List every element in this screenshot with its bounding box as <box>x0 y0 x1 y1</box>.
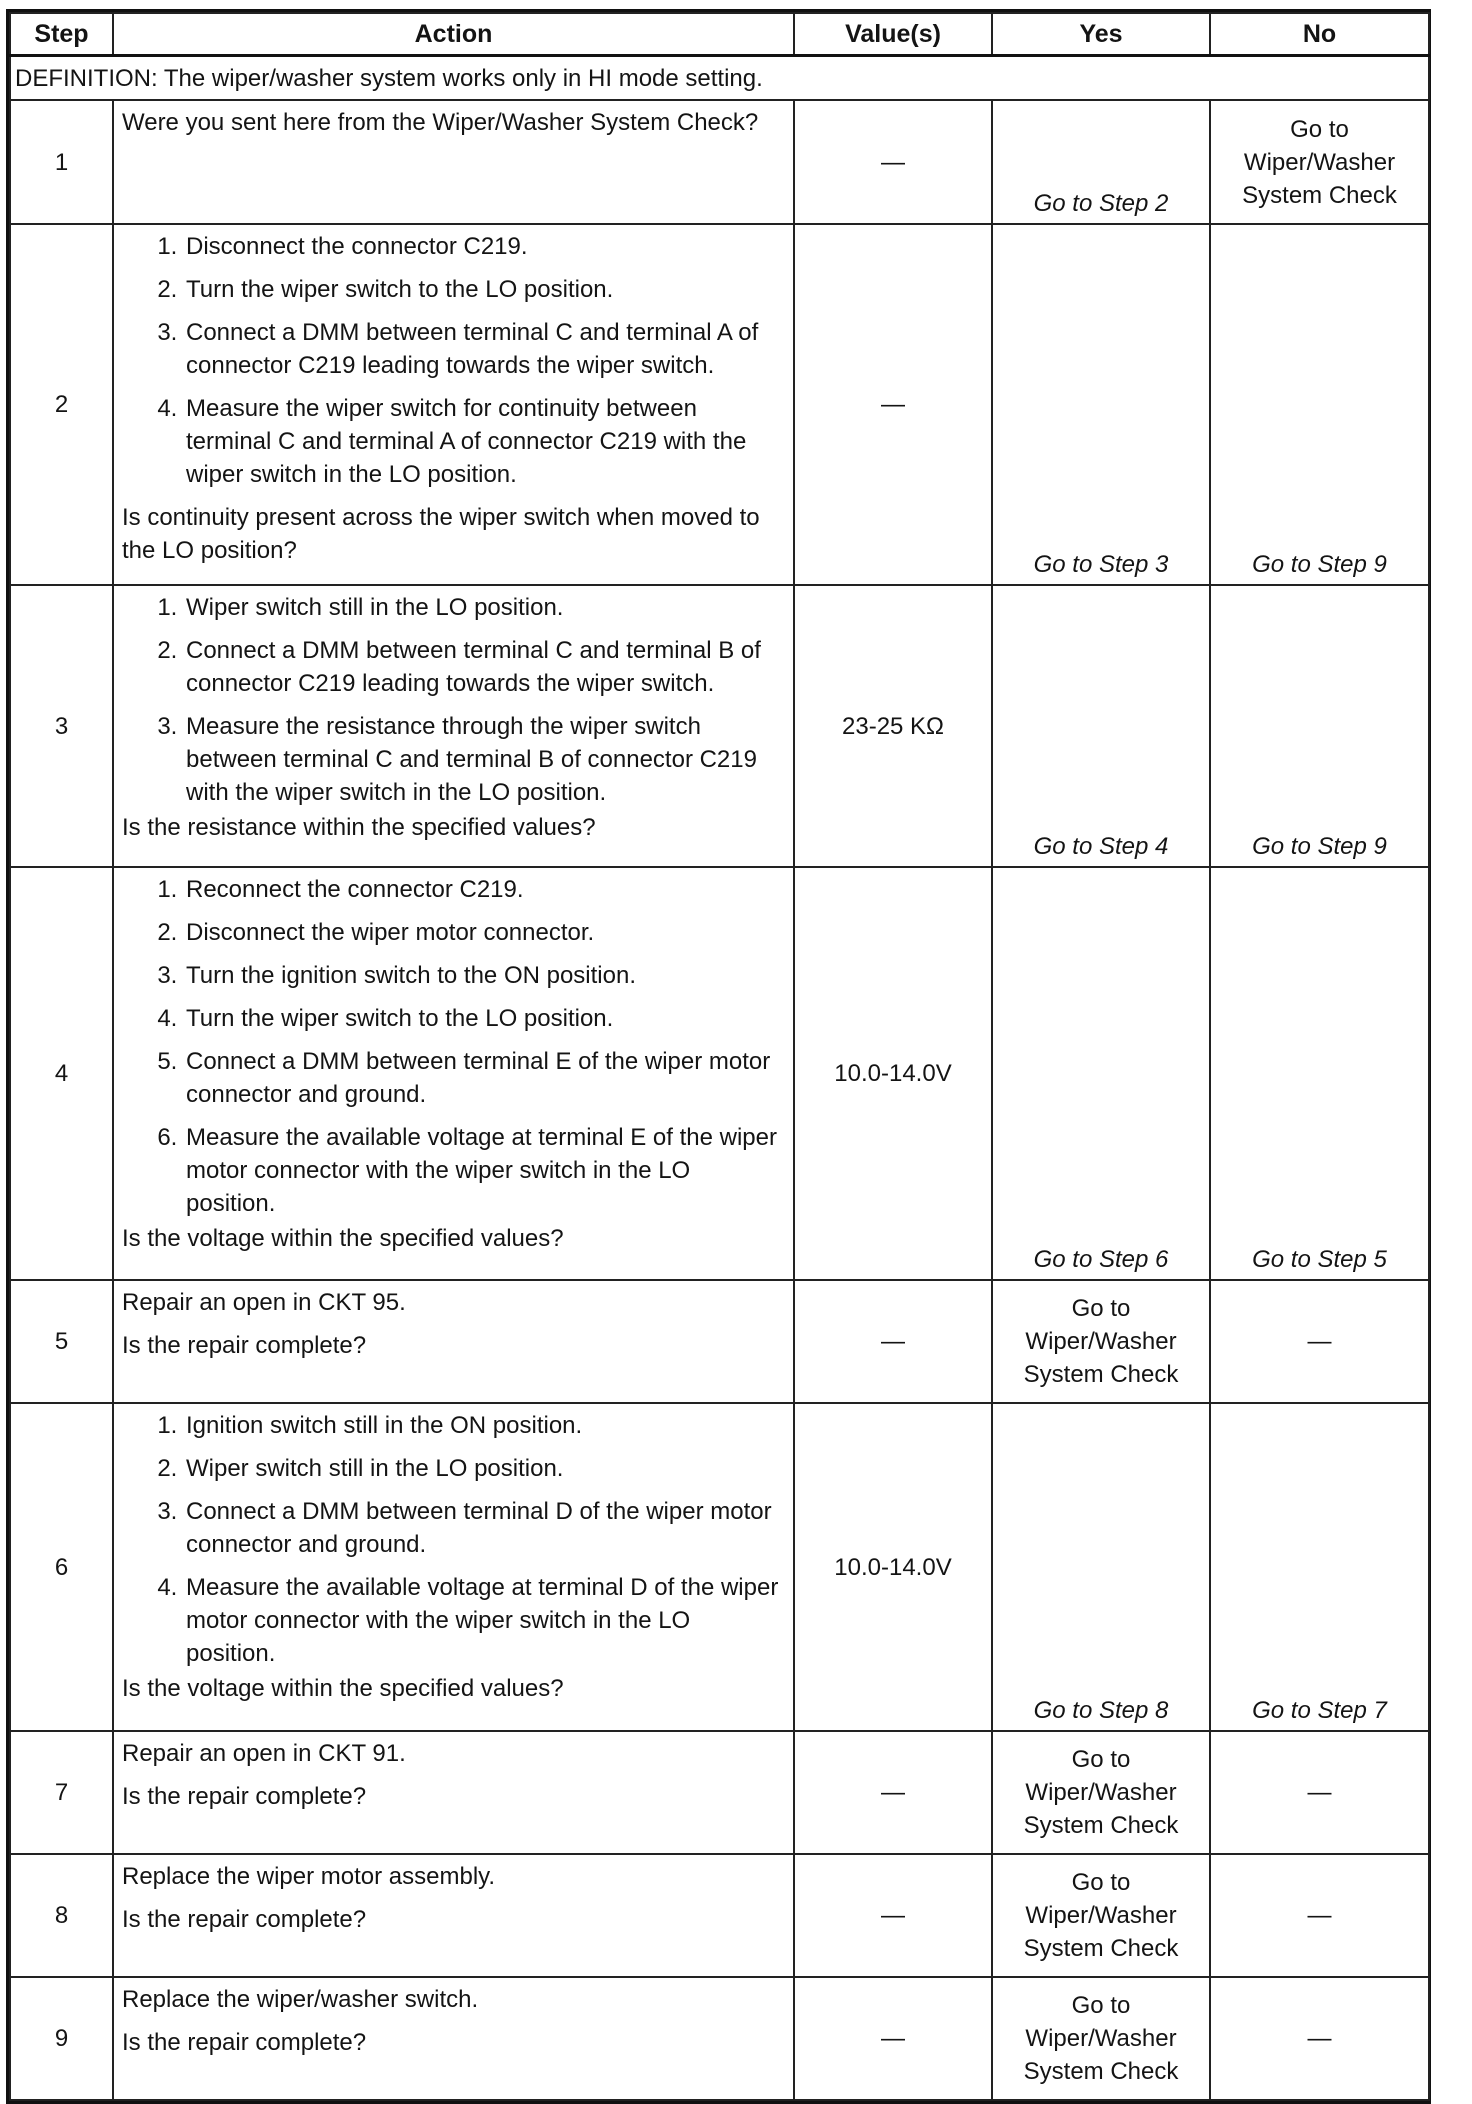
action-item: 2. Wiper switch still in the LO position. <box>184 1452 785 1485</box>
no-cell: — <box>1210 1731 1429 1854</box>
action-cell <box>113 224 794 585</box>
step-number: 5 <box>10 1280 113 1403</box>
no-line: Wiper/Washer <box>1243 148 1396 176</box>
action-item: 1. Disconnect the connector C219. <box>184 230 785 263</box>
header-yes: Yes <box>992 13 1210 56</box>
yes-line: System Check <box>1023 1812 1179 1839</box>
no-goto[interactable]: Go to Step 7 <box>1252 1697 1387 1724</box>
no-line: Go to <box>1290 115 1349 143</box>
yes-cell <box>992 1403 1210 1731</box>
yes-line: System Check <box>1023 1361 1179 1388</box>
yes-goto[interactable]: Go to Step 3 <box>1033 551 1169 578</box>
no-goto[interactable]: Go to Step 9 <box>1252 833 1387 860</box>
step-number: 6 <box>10 1403 113 1731</box>
action-list <box>122 591 785 809</box>
table-row-step-4 <box>10 867 1429 1280</box>
no-cell <box>1210 1403 1429 1731</box>
action-item: 1. Ignition switch still in the ON position. <box>184 1409 785 1442</box>
action-item: 3. Connect a DMM between terminal C and terminal A of connector C219 leading towards the wiper switch. <box>184 316 785 382</box>
yes-line: Go to <box>1071 1746 1131 1773</box>
header-row <box>10 13 1429 56</box>
yes-goto[interactable]: Go to Step 2 <box>1033 190 1169 217</box>
action-line: Repair an open in CKT 95. <box>122 1289 406 1316</box>
step-number: 3 <box>10 585 113 867</box>
value-cell: 23-25 KΩ <box>794 585 992 867</box>
action-cell <box>113 1977 794 2100</box>
yes-cell <box>992 1854 1210 1977</box>
action-line: Replace the wiper/washer switch. <box>122 1986 479 2013</box>
yes-goto[interactable]: Go to Step 8 <box>1033 1697 1169 1724</box>
step-number: 8 <box>10 1854 113 1977</box>
action-cell <box>113 1280 794 1403</box>
yes-goto-system-check[interactable] <box>993 1989 1209 2088</box>
yes-goto[interactable]: Go to Step 6 <box>1033 1246 1169 1273</box>
action-cell <box>113 867 794 1280</box>
yes-line: Wiper/Washer <box>1025 1328 1177 1355</box>
value-cell: — <box>794 1731 992 1854</box>
yes-cell <box>992 224 1210 585</box>
yes-line: System Check <box>1023 2058 1179 2085</box>
diagnostic-table <box>9 12 1430 2101</box>
no-cell <box>1210 585 1429 867</box>
step-number: 1 <box>10 100 113 224</box>
no-goto[interactable]: Go to Step 9 <box>1252 551 1387 578</box>
action-question: Is the repair complete? <box>122 1783 367 1810</box>
action-question: Were you sent here from the Wiper/Washer System Check? <box>122 109 759 136</box>
yes-cell <box>992 867 1210 1280</box>
action-cell <box>113 1854 794 1977</box>
yes-line: System Check <box>1023 1935 1179 1962</box>
yes-goto[interactable]: Go to Step 4 <box>1033 833 1169 860</box>
action-item: 1. Wiper switch still in the LO position. <box>184 591 785 624</box>
action-question: Is the resistance within the specified values? <box>122 814 596 841</box>
header-step: Step <box>10 13 113 56</box>
yes-line: Wiper/Washer <box>1025 2025 1177 2052</box>
step-number: 7 <box>10 1731 113 1854</box>
no-cell <box>1210 100 1429 224</box>
action-question: Is the repair complete? <box>122 1332 367 1359</box>
action-item: 2. Disconnect the wiper motor connector. <box>184 916 785 949</box>
action-list <box>122 230 785 491</box>
diagnostic-table-sheet <box>6 9 1431 2104</box>
yes-cell <box>992 100 1210 224</box>
action-question: Is continuity present across the wiper switch when moved to the LO position? <box>122 504 760 564</box>
yes-cell <box>992 1977 1210 2100</box>
yes-goto-system-check[interactable] <box>993 1292 1209 1391</box>
action-question: Is the repair complete? <box>122 2029 367 2056</box>
value-cell: — <box>794 100 992 224</box>
action-cell <box>113 1403 794 1731</box>
yes-cell <box>992 585 1210 867</box>
table-row-step-6 <box>10 1403 1429 1731</box>
step-number: 2 <box>10 224 113 585</box>
action-line: Replace the wiper motor assembly. <box>122 1863 496 1890</box>
no-goto-system-check[interactable] <box>1211 113 1428 212</box>
value-cell: — <box>794 1854 992 1977</box>
header-values: Value(s) <box>794 13 992 56</box>
action-line: Repair an open in CKT 91. <box>122 1740 406 1767</box>
yes-cell <box>992 1280 1210 1403</box>
no-cell <box>1210 224 1429 585</box>
table-row-step-7 <box>10 1731 1429 1854</box>
table-row-step-3 <box>10 585 1429 867</box>
action-item: 5. Connect a DMM between terminal E of the wiper motor connector and ground. <box>184 1045 785 1111</box>
yes-line: Go to <box>1071 1295 1131 1322</box>
definition-text: DEFINITION: The wiper/washer system works only in HI mode setting. <box>10 56 1429 101</box>
action-item: 3. Turn the ignition switch to the ON position. <box>184 959 785 992</box>
yes-goto-system-check[interactable] <box>993 1866 1209 1965</box>
yes-line: Go to <box>1071 1992 1131 2019</box>
step-number: 9 <box>10 1977 113 2100</box>
no-line: System Check <box>1242 181 1397 209</box>
yes-line: Wiper/Washer <box>1025 1902 1177 1929</box>
action-item: 4. Measure the available voltage at terminal D of the wiper motor connector with the wiper switch in the LO position. <box>184 1571 785 1670</box>
action-cell <box>113 585 794 867</box>
step-number: 4 <box>10 867 113 1280</box>
action-list <box>122 1409 785 1670</box>
table-row-step-5 <box>10 1280 1429 1403</box>
header-action: Action <box>113 13 794 56</box>
yes-line: Go to <box>1071 1869 1131 1896</box>
action-item: 1. Reconnect the connector C219. <box>184 873 785 906</box>
action-question: Is the voltage within the specified values? <box>122 1225 564 1252</box>
no-cell: — <box>1210 1977 1429 2100</box>
no-cell: — <box>1210 1854 1429 1977</box>
no-cell <box>1210 867 1429 1280</box>
action-cell <box>113 100 794 224</box>
yes-line: Wiper/Washer <box>1025 1779 1177 1806</box>
action-list <box>122 873 785 1220</box>
action-item: 6. Measure the available voltage at terminal E of the wiper motor connector with the wiper switch in the LO position. <box>184 1121 785 1220</box>
action-item: 3. Measure the resistance through the wiper switch between terminal C and terminal B of connector C219 with the wiper switch in the LO position. <box>184 710 785 809</box>
action-item: 2. Connect a DMM between terminal C and terminal B of connector C219 leading towards the wiper switch. <box>184 634 785 700</box>
value-cell: — <box>794 1977 992 2100</box>
action-item: 4. Measure the wiper switch for continuity between terminal C and terminal A of connector C219 with the wiper switch in the LO position. <box>184 392 785 491</box>
table-row-step-1 <box>10 100 1429 224</box>
action-item: 2. Turn the wiper switch to the LO position. <box>184 273 785 306</box>
no-cell: — <box>1210 1280 1429 1403</box>
definition-row <box>10 56 1429 101</box>
table-row-step-8 <box>10 1854 1429 1977</box>
action-question: Is the voltage within the specified values? <box>122 1675 564 1702</box>
table-row-step-2 <box>10 224 1429 585</box>
value-cell: 10.0-14.0V <box>794 867 992 1280</box>
action-cell <box>113 1731 794 1854</box>
yes-cell <box>992 1731 1210 1854</box>
header-no: No <box>1210 13 1429 56</box>
yes-goto-system-check[interactable] <box>993 1743 1209 1842</box>
action-question: Is the repair complete? <box>122 1906 367 1933</box>
action-item: 4. Turn the wiper switch to the LO position. <box>184 1002 785 1035</box>
value-cell: — <box>794 224 992 585</box>
no-goto[interactable]: Go to Step 5 <box>1252 1246 1387 1273</box>
value-cell: 10.0-14.0V <box>794 1403 992 1731</box>
action-item: 3. Connect a DMM between terminal D of the wiper motor connector and ground. <box>184 1495 785 1561</box>
value-cell: — <box>794 1280 992 1403</box>
table-row-step-9 <box>10 1977 1429 2100</box>
